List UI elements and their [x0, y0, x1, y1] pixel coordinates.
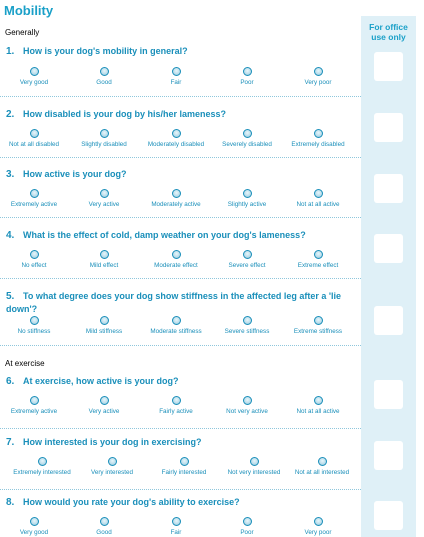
radio-button[interactable]	[100, 316, 109, 325]
radio-button[interactable]	[180, 457, 189, 466]
question-divider	[0, 428, 361, 429]
question-number: 5.	[6, 291, 15, 302]
answer-option[interactable]	[64, 129, 144, 148]
question-number: 1.	[6, 46, 15, 57]
option-label: Very interested	[90, 469, 133, 476]
option-label: Poor	[240, 529, 254, 536]
option-label: Very poor	[304, 529, 332, 536]
option-label: Moderately active	[151, 201, 201, 208]
option-label: No effect	[21, 262, 47, 269]
answer-option[interactable]	[207, 129, 287, 148]
option-label: Slightly disabled	[81, 141, 127, 148]
answer-option[interactable]	[207, 250, 287, 269]
option-label: Very good	[19, 529, 49, 536]
radio-button[interactable]	[243, 189, 252, 198]
office-use-box[interactable]	[374, 501, 403, 530]
answer-option[interactable]	[282, 457, 362, 476]
option-label: Moderate stiffness	[150, 328, 202, 335]
option-label: Extremely active	[10, 408, 58, 415]
radio-button[interactable]	[250, 457, 259, 466]
answer-option[interactable]	[278, 396, 358, 415]
radio-button[interactable]	[172, 67, 181, 76]
radio-button[interactable]	[100, 396, 109, 405]
office-use-box[interactable]	[374, 441, 403, 470]
radio-button[interactable]	[172, 250, 181, 259]
answer-option[interactable]	[144, 457, 224, 476]
question-number: 2.	[6, 109, 15, 120]
office-use-header: For office use only	[369, 22, 408, 42]
radio-button[interactable]	[30, 67, 39, 76]
radio-button[interactable]	[172, 316, 181, 325]
page-title: Mobility	[4, 3, 54, 18]
option-label: Not very interested	[227, 469, 281, 476]
question-number: 4.	[6, 230, 15, 241]
question-label: How is your dog's mobility in general?	[23, 46, 188, 56]
question-text	[6, 375, 356, 388]
option-label: Poor	[240, 79, 254, 86]
radio-button[interactable]	[100, 67, 109, 76]
answer-option[interactable]	[0, 396, 74, 415]
question-label: To what degree does your dog show stiffness in the affected leg after a 'lie down'?	[6, 291, 342, 314]
section-generally-heading: Generally	[5, 28, 40, 37]
question-label: How would you rate your dog's ability to exercise?	[23, 497, 240, 507]
question-label: What is the effect of cold, damp weather on your dog's lameness?	[23, 230, 306, 240]
answer-option[interactable]	[278, 316, 358, 335]
radio-button[interactable]	[243, 129, 252, 138]
radio-button[interactable]	[30, 189, 39, 198]
answer-option[interactable]	[136, 396, 216, 415]
answer-option[interactable]	[64, 67, 144, 86]
radio-button[interactable]	[243, 67, 252, 76]
radio-button[interactable]	[314, 189, 323, 198]
radio-button[interactable]	[100, 250, 109, 259]
answer-option[interactable]	[0, 189, 74, 208]
radio-button[interactable]	[108, 457, 117, 466]
option-label: Not very active	[226, 408, 268, 415]
office-use-box[interactable]	[374, 380, 403, 409]
question-divider	[0, 96, 361, 97]
option-label: Mild stiffness	[85, 328, 123, 335]
answer-option[interactable]	[207, 517, 287, 536]
option-label: Extreme stiffness	[293, 328, 343, 335]
radio-button[interactable]	[30, 129, 39, 138]
radio-button[interactable]	[172, 396, 181, 405]
answer-option[interactable]	[207, 316, 287, 335]
question-number: 7.	[6, 437, 15, 448]
option-label: Very poor	[304, 79, 332, 86]
question-divider	[0, 489, 361, 490]
radio-button[interactable]	[314, 316, 323, 325]
answer-option[interactable]	[136, 517, 216, 536]
option-label: Extremely interested	[13, 469, 71, 476]
option-label: Slightly active	[227, 201, 267, 208]
question-divider	[0, 278, 361, 279]
radio-button[interactable]	[314, 67, 323, 76]
question-number: 6.	[6, 376, 15, 387]
option-label: Good	[96, 529, 112, 536]
radio-button[interactable]	[243, 316, 252, 325]
radio-button[interactable]	[30, 250, 39, 259]
question-label: At exercise, how active is your dog?	[23, 376, 179, 386]
option-label: Fairly active	[159, 408, 193, 415]
option-label: Very active	[88, 408, 120, 415]
question-label: How interested is your dog in exercising?	[23, 437, 202, 447]
option-label: Good	[96, 79, 112, 86]
radio-button[interactable]	[100, 517, 109, 526]
question-divider	[0, 157, 361, 158]
section-exercise-heading: At exercise	[5, 359, 45, 368]
answer-option[interactable]	[136, 189, 216, 208]
radio-button[interactable]	[172, 517, 181, 526]
option-label: Very active	[88, 201, 120, 208]
answer-option[interactable]	[64, 396, 144, 415]
radio-button[interactable]	[314, 396, 323, 405]
option-label: No stiffness	[17, 328, 51, 335]
option-label: Moderately disabled	[147, 141, 205, 148]
question-divider	[0, 217, 361, 218]
answer-option[interactable]	[64, 316, 144, 335]
radio-button[interactable]	[243, 250, 252, 259]
radio-button[interactable]	[314, 129, 323, 138]
option-label: Not at all active	[296, 201, 340, 208]
question-text	[6, 436, 356, 449]
radio-button[interactable]	[314, 250, 323, 259]
option-label: Severe effect	[228, 262, 266, 269]
question-text	[6, 290, 356, 315]
answer-option[interactable]	[0, 129, 74, 148]
answer-option[interactable]	[207, 189, 287, 208]
office-use-box[interactable]	[374, 113, 403, 142]
office-use-box[interactable]	[374, 234, 403, 263]
answer-option[interactable]	[278, 517, 358, 536]
answer-option[interactable]	[278, 67, 358, 86]
option-label: Very good	[19, 79, 49, 86]
option-label: Moderate effect	[154, 262, 198, 269]
answer-option[interactable]	[0, 316, 74, 335]
answer-option[interactable]	[278, 189, 358, 208]
radio-button[interactable]	[243, 396, 252, 405]
question-text	[6, 168, 356, 181]
option-label: Fair	[170, 79, 182, 86]
radio-button[interactable]	[172, 129, 181, 138]
answer-option[interactable]	[278, 250, 358, 269]
radio-button[interactable]	[314, 517, 323, 526]
radio-button[interactable]	[172, 189, 181, 198]
option-label: Extremely active	[10, 201, 58, 208]
answer-option[interactable]	[0, 517, 74, 536]
question-text	[6, 45, 356, 58]
answer-option[interactable]	[0, 67, 74, 86]
answer-option[interactable]	[64, 250, 144, 269]
answer-option[interactable]	[136, 129, 216, 148]
answer-option[interactable]	[278, 129, 358, 148]
answer-option[interactable]	[136, 250, 216, 269]
option-label: Not at all interested	[294, 469, 350, 476]
answer-option[interactable]	[207, 396, 287, 415]
option-label: Extreme effect	[297, 262, 339, 269]
answer-option[interactable]	[2, 457, 82, 476]
question-number: 3.	[6, 169, 15, 180]
question-divider	[0, 345, 361, 346]
question-number: 8.	[6, 497, 15, 508]
radio-button[interactable]	[100, 189, 109, 198]
option-label: Fairly interested	[161, 469, 207, 476]
radio-button[interactable]	[38, 457, 47, 466]
question-text	[6, 496, 356, 509]
answer-option[interactable]	[136, 316, 216, 335]
question-text	[6, 108, 356, 121]
option-label: Severe stiffness	[224, 328, 270, 335]
radio-button[interactable]	[243, 517, 252, 526]
radio-button[interactable]	[100, 129, 109, 138]
option-label: Not at all disabled	[8, 141, 60, 148]
answer-option[interactable]	[64, 189, 144, 208]
office-use-box[interactable]	[374, 306, 403, 335]
office-use-box[interactable]	[374, 174, 403, 203]
answer-option[interactable]	[72, 457, 152, 476]
radio-button[interactable]	[30, 316, 39, 325]
answer-option[interactable]	[64, 517, 144, 536]
answer-option[interactable]	[0, 250, 74, 269]
question-text	[6, 229, 356, 242]
option-label: Extremely disabled	[291, 141, 345, 148]
option-label: Not at all active	[296, 408, 340, 415]
option-label: Mild effect	[89, 262, 119, 269]
question-label: How disabled is your dog by his/her lameness?	[23, 109, 227, 119]
option-label: Fair	[170, 529, 182, 536]
office-use-box[interactable]	[374, 52, 403, 81]
option-label: Severely disabled	[222, 141, 272, 148]
question-label: How active is your dog?	[23, 169, 127, 179]
radio-button[interactable]	[30, 517, 39, 526]
answer-option[interactable]	[207, 67, 287, 86]
answer-option[interactable]	[136, 67, 216, 86]
radio-button[interactable]	[30, 396, 39, 405]
radio-button[interactable]	[318, 457, 327, 466]
